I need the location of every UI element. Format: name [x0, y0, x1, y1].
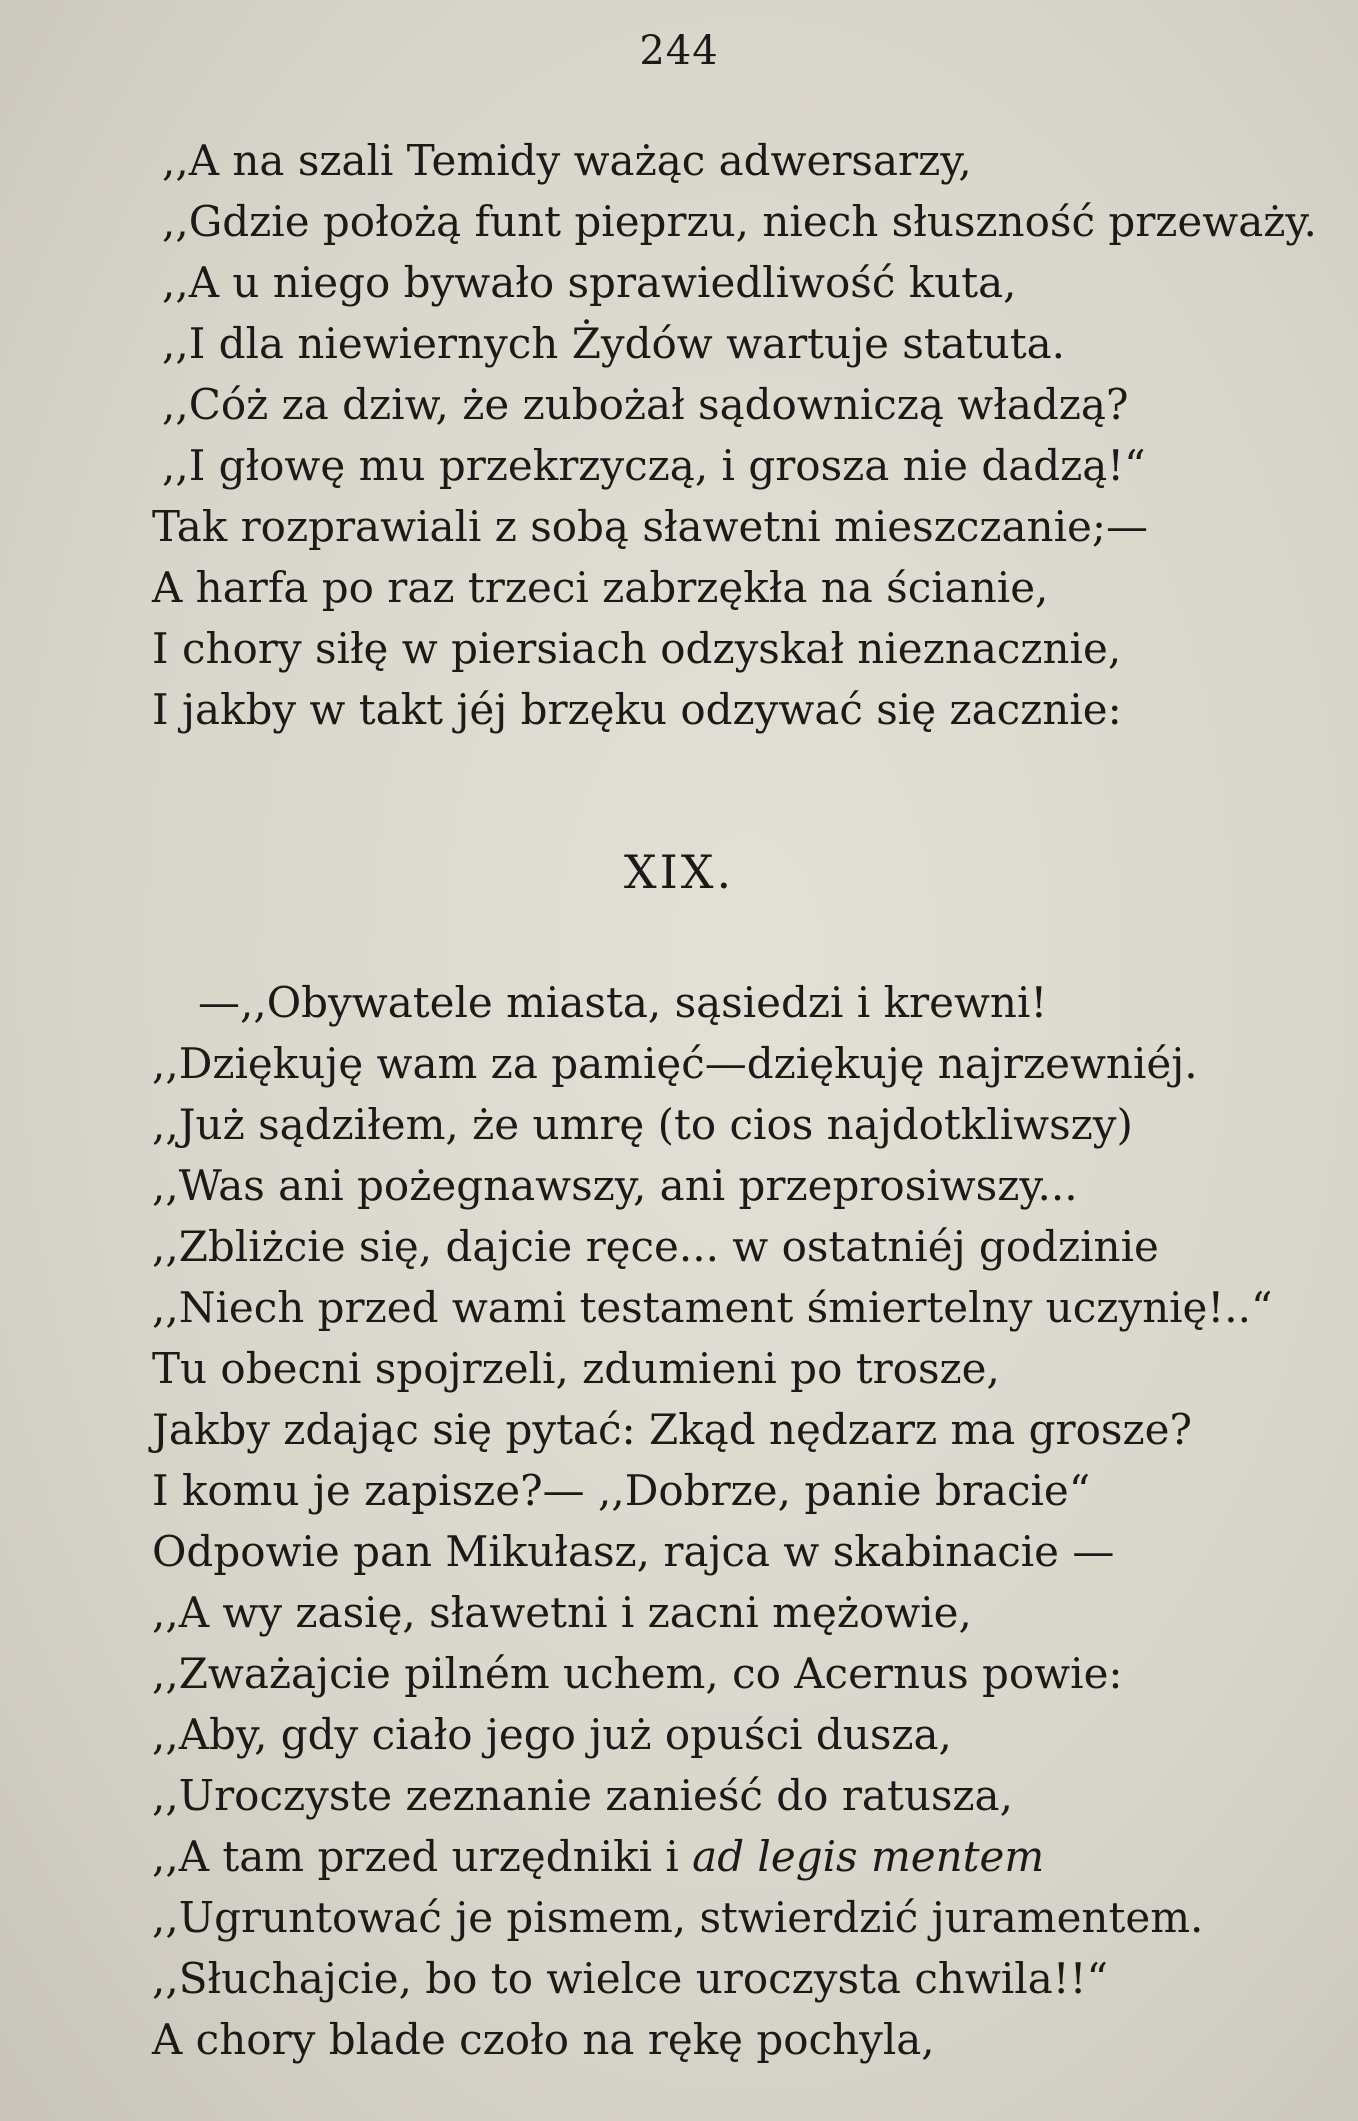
- verse-line: I chory siłę w piersiach odzyskał nieznacznie,: [152, 624, 1122, 673]
- verse-line: A chory blade czoło na rękę pochyla,: [152, 2015, 935, 2064]
- verse-line: ,,A u niego bywało sprawiedliwość kuta,: [162, 258, 1017, 307]
- verse-line: Tak rozprawiali z sobą sławetni mieszczanie;—: [152, 502, 1149, 551]
- verse-line: ,,Ugruntować je pismem, stwierdzić juramentem.: [152, 1893, 1204, 1942]
- verse-line: ,,Słuchajcie, bo to wielce uroczysta chwila!!“: [152, 1954, 1108, 2003]
- verse-line: Jakby zdając się pytać: Zkąd nędzarz ma grosze?: [152, 1405, 1192, 1454]
- verse-line: ,,Zbliżcie się, dajcie ręce... w ostatniéj godzinie: [152, 1222, 1159, 1271]
- verse-line: I komu je zapisze?— ,,Dobrze, panie bracie“: [152, 1466, 1091, 1515]
- verse-line: ,,Was ani pożegnawszy, ani przeprosiwszy...: [152, 1161, 1078, 1210]
- verse-stanza-bottom: [0, 972, 1358, 2070]
- verse-line: ,,A na szali Temidy ważąc adwersarzy,: [162, 136, 972, 185]
- verse-line: ,,Niech przed wami testament śmiertelny uczynię!..“: [152, 1283, 1273, 1332]
- verse-stanza-top: [0, 130, 1358, 740]
- page-number: 244: [639, 28, 719, 74]
- latin-phrase: ad legis mentem: [692, 1832, 1045, 1881]
- verse-line: ,,Zważajcie pilném uchem, co Acernus powie:: [152, 1649, 1123, 1698]
- verse-line: A harfa po raz trzeci zabrzękła na ścianie,: [152, 563, 1049, 612]
- verse-line: I jakby w takt jéj brzęku odzywać się zacznie:: [152, 685, 1122, 734]
- verse-line-with-latin: [0, 1826, 1358, 1887]
- verse-line: ,,Uroczyste zeznanie zanieść do ratusza,: [152, 1771, 1013, 1820]
- verse-line: ,,Cóż za dziw, że zubożał sądowniczą władzą?: [162, 380, 1129, 429]
- verse-line: ,,Dziękuję wam za pamięć—dziękuję najrzewniéj.: [152, 1039, 1198, 1088]
- verse-line: ,,Już sądziłem, że umrę (to cios najdotkliwszy): [152, 1100, 1133, 1149]
- verse-line: ,,A wy zasię, sławetni i zacni mężowie,: [152, 1588, 972, 1637]
- verse-line: —,,Obywatele miasta, sąsiedzi i krewni!: [198, 978, 1048, 1027]
- verse-line: ,,I dla niewiernych Żydów wartuje statuta.: [162, 319, 1065, 368]
- verse-line-text: ,,A tam przed urzędniki i: [152, 1832, 693, 1881]
- verse-line: ,,Aby, gdy ciało jego już opuści dusza,: [152, 1710, 952, 1759]
- verse-line: ,,Gdzie położą funt pieprzu, niech słuszność przeważy.: [162, 197, 1317, 246]
- verse-line: ,,I głowę mu przekrzyczą, i grosza nie dadzą!“: [162, 441, 1146, 490]
- section-heading: XIX.: [623, 845, 735, 899]
- verse-line: Odpowie pan Mikułasz, rajca w skabinacie —: [152, 1527, 1115, 1576]
- verse-line: Tu obecni spojrzeli, zdumieni po trosze,: [152, 1344, 1000, 1393]
